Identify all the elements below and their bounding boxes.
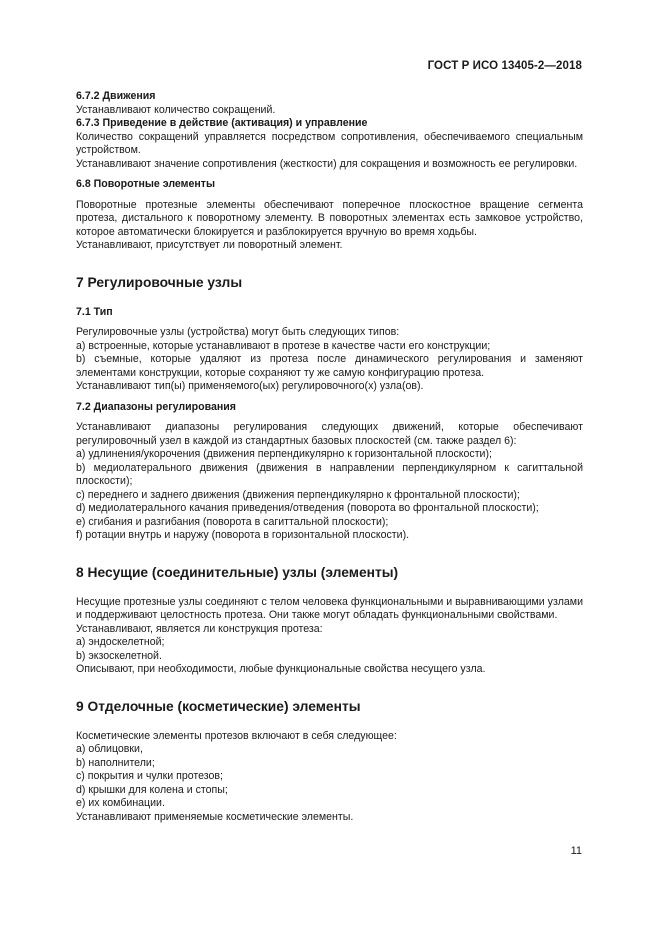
section-title-9: 9 Отделочные (косметические) элементы bbox=[76, 698, 361, 714]
subsection-title-6-7-2: 6.7.2 Движения bbox=[76, 90, 156, 102]
list-item: b) экзоскелетной. bbox=[76, 649, 162, 662]
list-item: a) эндоскелетной; bbox=[76, 636, 165, 648]
paragraph: Устанавливают количество сокращений. bbox=[76, 103, 276, 116]
list-item: d) крышки для колена и стопы; bbox=[76, 783, 228, 796]
list-item: a) облицовки, bbox=[76, 743, 143, 755]
paragraph: Косметические элементы протезов включают в себя следующее: bbox=[76, 729, 397, 742]
list-item: b) наполнители; bbox=[76, 756, 155, 769]
subsection-title-6-7-3: 6.7.3 Приведение в действие (активация) и управление bbox=[76, 117, 368, 129]
subsection-title-6-8: 6.8 Поворотные элементы bbox=[76, 178, 216, 190]
list-item: b) съемные, которые удаляют из протеза после динамического регулирования и заменяют элементами конструкции, которые сохраняют ту же самую конфигурацию протеза. bbox=[76, 353, 583, 379]
paragraph: Регулировочные узлы (устройства) могут быть следующих типов: bbox=[76, 326, 400, 338]
subsection-title-7-1: 7.1 Тип bbox=[76, 305, 113, 318]
document-header: ГОСТ Р ИСО 13405-2—2018 bbox=[427, 60, 582, 72]
list-item: c) переднего и заднего движения (движения перпендикулярно к фронтальной плоскости); bbox=[76, 488, 520, 501]
subsection-title-7-2: 7.2 Диапазоны регулирования bbox=[76, 400, 236, 413]
paragraph: Устанавливают тип(ы) применяемого(ых) регулировочного(х) узла(ов). bbox=[76, 380, 424, 392]
section-title-8: 8 Несущие (соединительные) узлы (элементы) bbox=[76, 564, 399, 580]
list-item: d) медиолатерального качания приведения/отведения (поворота во фронтальной плоскости); bbox=[76, 502, 539, 514]
paragraph: Устанавливают, является ли конструкция протеза: bbox=[76, 622, 323, 635]
paragraph: Устанавливают применяемые косметические элементы. bbox=[76, 810, 354, 823]
page-content bbox=[76, 90, 583, 824]
list-item: b) медиолатерального движения (движения в направлении перпендикулярном к сагиттальной плоскости); bbox=[76, 461, 583, 487]
list-item: e) сгибания и разгибания (поворота в сагиттальной плоскости); bbox=[76, 515, 389, 528]
list-item: f) ротации внутрь и наружу (поворота в горизонтальной плоскости). bbox=[76, 529, 410, 541]
paragraph: Несущие протезные узлы соединяют с телом человека функциональными и выравнивающими узлами и поддерживают целостность протеза. Они также могут обладать функциональными свойствами. bbox=[76, 595, 583, 621]
list-item: a) встроенные, которые устанавливают в протезе в качестве части его конструкции; bbox=[76, 339, 491, 352]
paragraph: Количество сокращений управляется посредством сопротивления, обеспечиваемого специальным устройством. bbox=[76, 130, 583, 156]
list-item: e) их комбинации. bbox=[76, 797, 165, 809]
list-item: a) удлинения/укорочения (движения перпендикулярно к горизонтальной плоскости); bbox=[76, 448, 492, 460]
paragraph: Устанавливают значение сопротивления (жесткости) для сокращения и возможность ее регулировки. bbox=[76, 157, 578, 170]
paragraph: Устанавливают диапазоны регулирования следующих движений, которые обеспечивают регулировочный узел в каждой из стандартных базовых плоскостей (см. также раздел 6): bbox=[76, 421, 583, 447]
page-number: 11 bbox=[570, 845, 582, 857]
section-title-7: 7 Регулировочные узлы bbox=[76, 274, 243, 290]
paragraph: Устанавливают, присутствует ли поворотный элемент. bbox=[76, 239, 343, 251]
paragraph: Поворотные протезные элементы обеспечивают поперечное плоскостное вращение сегмента протеза, дистального к поворотному элементу. В поворотных элементах есть замковое устройство, которое автоматически блокируется и разблокируется вручную во время ходьбы. bbox=[76, 198, 583, 238]
list-item: c) покрытия и чулки протезов; bbox=[76, 770, 223, 782]
paragraph: Описывают, при необходимости, любые функциональные свойства несущего узла. bbox=[76, 663, 486, 675]
